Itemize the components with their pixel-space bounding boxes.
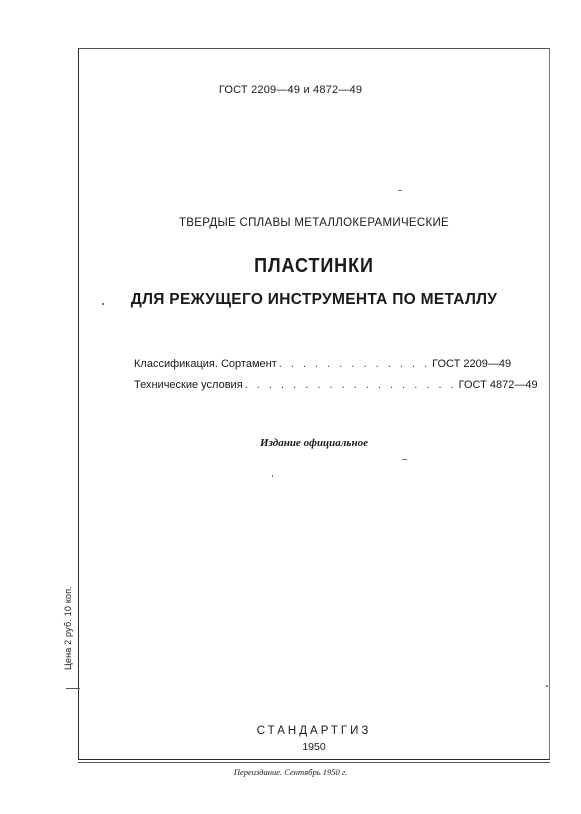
document-subtitle: ДЛЯ РЕЖУЩЕГО ИНСТРУМЕНТА ПО МЕТАЛЛУ [130,291,498,308]
scan-speck [546,685,548,687]
scan-speck [398,190,402,191]
contents-row-label: Технические условия [134,379,243,391]
scan-speck [66,688,80,689]
standards-header: ГОСТ 2209—49 и 4872—49 [218,84,363,96]
contents-row-leader: . . . . . . . . . . . . . . . . . . [244,379,457,391]
edition-label: Издание официальное [260,437,368,449]
price-label: Цена 2 руб. 10 коп. [63,585,73,670]
reprint-note: Переиздание. Сентябрь 1950 г. [233,767,348,777]
contents-row-code: ГОСТ 2209—49 [432,358,512,370]
contents-row-code: ГОСТ 4872—49 [458,379,538,391]
subject-line: ТВЕРДЫЕ СПЛАВЫ МЕТАЛЛОКЕРАМИЧЕСКИЕ [178,217,450,229]
publication-year: 1950 [302,741,326,753]
contents-row-leader: . . . . . . . . . . . . . [278,358,431,370]
frame-bottom-rule [78,762,550,763]
contents-row [134,379,538,391]
contents-row [134,358,512,370]
scan-speck [102,303,104,305]
page-frame [78,48,550,760]
scan-speck [272,475,273,477]
publisher-name: СТАНДАРТГИЗ [256,725,372,737]
scan-speck [402,459,407,460]
contents-row-label: Классификация. Сортамент [134,358,277,370]
document-title: ПЛАСТИНКИ [254,255,374,277]
